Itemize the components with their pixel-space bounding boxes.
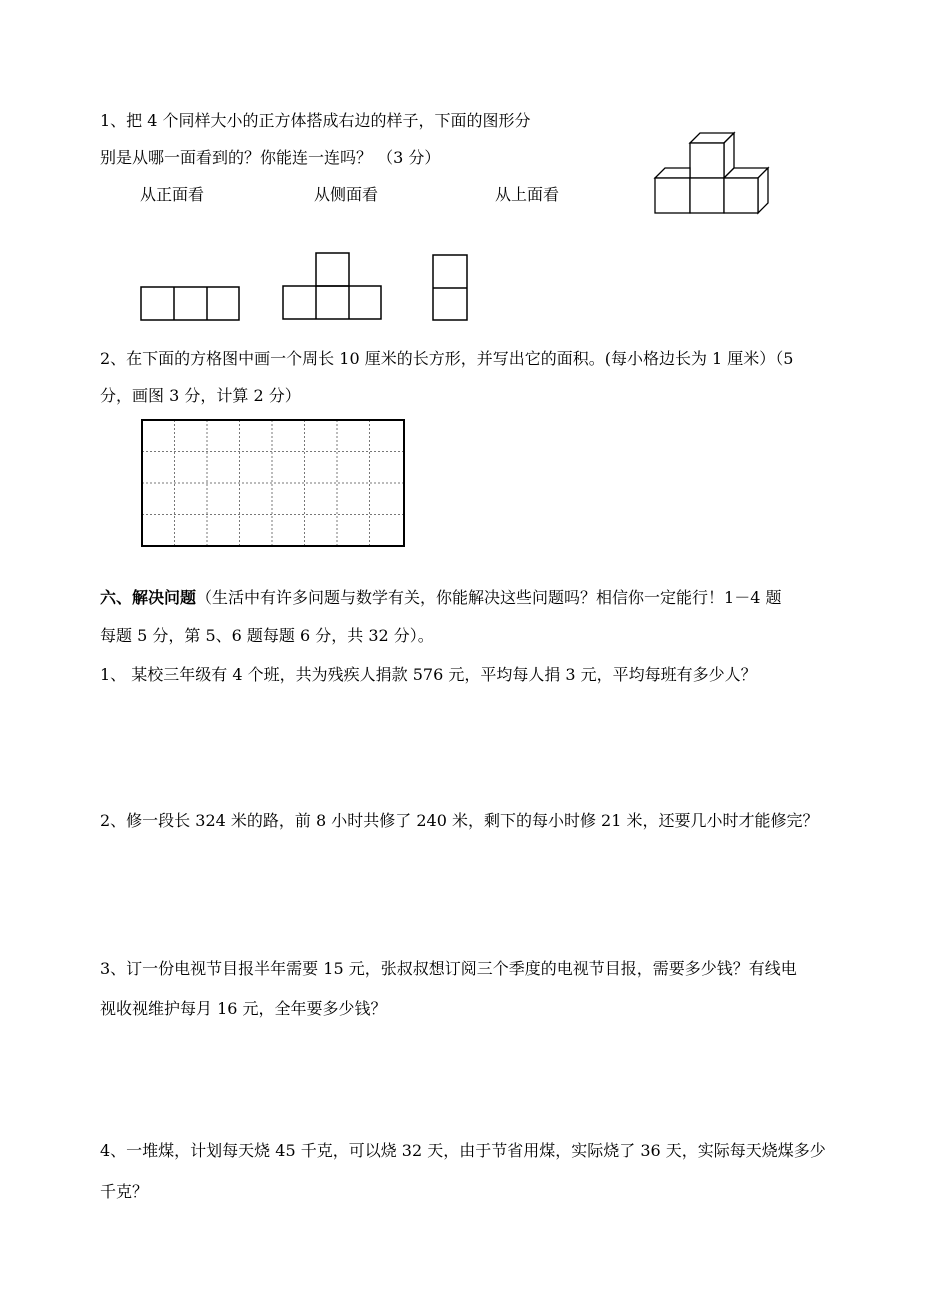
section6-heading: 六、解决问题 bbox=[100, 588, 197, 607]
section6-q4-line2: 千克？ bbox=[100, 1182, 149, 1201]
q1-text-line1: 1、把 4 个同样大小的正方体搭成右边的样子，下面的图形分 bbox=[100, 111, 531, 130]
view-shape-three-row bbox=[140, 286, 242, 322]
section6-q2: 2、修一段长 324 米的路，前 8 小时共修了 240 米，剩下的每小时修 21 米，还要几小时才能修完？ bbox=[100, 811, 819, 830]
q2-text-line1: 2、在下面的方格图中画一个周长 10 厘米的长方形，并写出它的面积。(每小格边长为 1 厘米）（5 bbox=[100, 349, 794, 368]
view-label-top: 从上面看 bbox=[495, 185, 560, 204]
section6-q1: 1、 某校三年级有 4 个班，共为残疾人捐款 576 元，平均每人捐 3 元，平均每班有多少人？ bbox=[100, 665, 757, 684]
section6-q3-line2: 视收视维护每月 16 元，全年要多少钱？ bbox=[100, 999, 387, 1018]
section6-q4-line1: 4、一堆煤，计划每天烧 45 千克，可以烧 32 天，由于节省用煤，实际烧了 36 天，实际每天烧煤多少 bbox=[100, 1141, 826, 1160]
section6-intro-line1 bbox=[100, 588, 781, 608]
square-grid bbox=[141, 419, 409, 551]
section6-intro-line2: 每题 5 分，第 5、6 题每题 6 分，共 32 分）。 bbox=[100, 626, 434, 645]
section6-intro-text: （生活中有许多问题与数学有关，你能解决这些问题吗？相信你一定能行！1－4 题 bbox=[196, 588, 782, 607]
section6-q3-line1: 3、订一份电视节目报半年需要 15 元，张叔叔想订阅三个季度的电视节目报，需要多少钱？有线电 bbox=[100, 959, 797, 978]
view-shape-t-shape bbox=[282, 252, 384, 322]
view-label-side: 从侧面看 bbox=[314, 185, 379, 204]
cube-stack-figure bbox=[650, 128, 780, 218]
q2-text-line2: 分，画图 3 分，计算 2 分） bbox=[100, 386, 301, 405]
q1-text-line2: 别是从哪一面看到的？你能连一连吗？ （3 分） bbox=[100, 148, 441, 167]
view-label-front: 从正面看 bbox=[140, 185, 205, 204]
view-shape-vertical-two bbox=[431, 254, 471, 324]
